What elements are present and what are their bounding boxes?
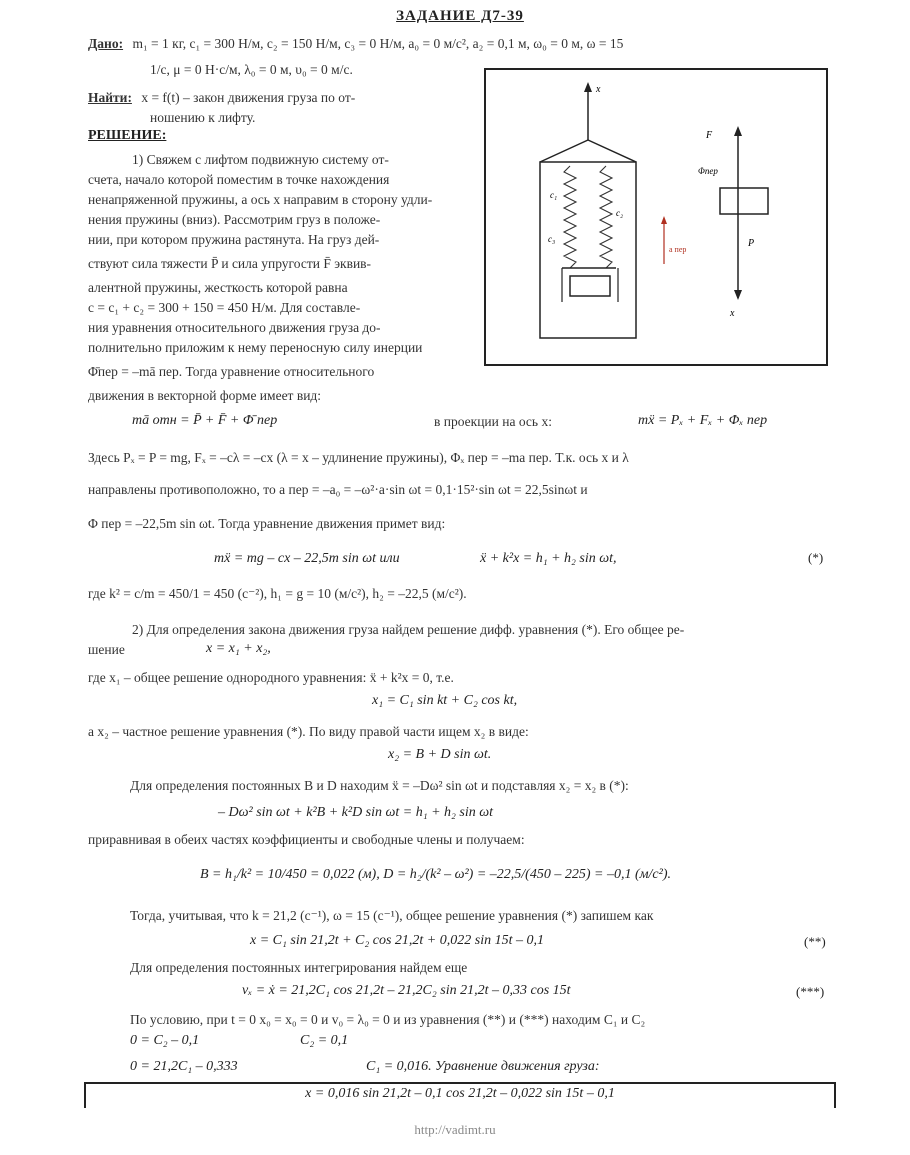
- projection-equation: mẍ = Pₓ + Fₓ + Φₓ пер: [638, 413, 768, 428]
- x1-line: где x₁ – общее решение однородного уравнения: ẍ + k²x = 0, т.е.: [88, 670, 454, 685]
- then-line: Тогда, учитывая, что k = 21,2 (с⁻¹), ω = 15 (с⁻¹), общее решение уравнения (*) запишем как: [130, 908, 654, 923]
- para1-line: нения пружины (вниз). Рассмотрим груз в положе-: [88, 212, 381, 227]
- equation-star-tag: (*): [808, 550, 824, 565]
- para1-line: полнительно приложим к нему переносную силу инерции: [88, 340, 423, 355]
- label-c2: c₂: [616, 208, 624, 218]
- mechanics-figure: [484, 68, 828, 366]
- given-line-2: 1/с, μ = 0 Н·с/м, λ₀ = 0 м, υ₀ = 0 м/с.: [150, 62, 353, 77]
- page-title: ЗАДАНИЕ Д7-39: [396, 8, 524, 24]
- determine-line: Для определения постоянных B и D находим ẍ = –Dω² sin ωt и подставляя x₂ = x₂ в (*):: [130, 778, 629, 793]
- answer-box: [84, 1082, 836, 1108]
- given-text-1: m₁ = 1 кг, c₁ = 300 Н/м, c₂ = 150 Н/м, c₃ = 0 Н/м, a₀ = 0 м/с², a₂ = 0,1 м, ω₀ = 0 м, ω = 15: [132, 36, 624, 51]
- x2-line: а x₂ – частное решение уравнения (*). По виду правой части ищем x₂ в виде:: [88, 724, 529, 739]
- b-d-equation: B = h₁/k² = 10/450 = 0,022 (м), D = h₂/(k² – ω²) = –22,5/(450 – 225) = –0,1 (м/с²).: [200, 867, 672, 882]
- velocity-equation-tag: (***): [796, 984, 825, 999]
- para1-line: ния уравнения относительного движения груза до-: [88, 320, 381, 335]
- equation-star-right: ẍ + k²x = h₁ + h₂ sin ωt,: [480, 551, 617, 566]
- phi-line: Φ пер = –22,5m sin ωt. Тогда уравнение движения примет вид:: [88, 516, 446, 531]
- label-a-per: a пер: [669, 245, 687, 254]
- label-x-top: x: [596, 84, 601, 95]
- equation-star-left: mẍ = mg – cx – 22,5m sin ωt или: [214, 551, 400, 566]
- substitution-equation: – Dω² sin ωt + k²B + k²D sin ωt = h₁ + h₂ sin ωt: [218, 805, 494, 820]
- para1-line: нии, при котором пружина растянута. На груз дей-: [88, 232, 380, 247]
- given-label: Дано:: [88, 36, 124, 51]
- k-line: где k² = c/m = 450/1 = 450 (с⁻²), h₁ = g = 10 (м/с²), h₂ = –22,5 (м/с²).: [88, 586, 467, 601]
- constant-eq-b: C₂ = 0,1: [300, 1033, 349, 1048]
- general-solution-tag: (**): [804, 934, 826, 949]
- para1-line: 1) Свяжем с лифтом подвижную систему от-: [132, 152, 389, 167]
- spring-system-diagram: [486, 70, 826, 364]
- given-line-1: [88, 34, 848, 54]
- general-sum: x = x₁ + x₂,: [206, 641, 271, 656]
- vector-equation: mā отн = P̄ + F̄ + Φ̄ пер: [132, 413, 278, 428]
- para1-line: ствуют сила тяжести P̄ и сила упругости F̄ эквив-: [88, 256, 372, 271]
- general-solution: x = C₁ sin 21,2t + C₂ cos 21,2t + 0,022 sin 15t – 0,1: [250, 933, 544, 948]
- label-c3: c₃: [548, 234, 556, 244]
- find-line-2: ношению к лифту.: [150, 110, 256, 125]
- para1-line: ненапряженной пружины, а ось x направим в сторону удли-: [88, 192, 433, 207]
- footer-link[interactable]: http://vadimt.ru: [414, 1122, 496, 1137]
- para2-line-a: 2) Для определения закона движения груза найдем решение дифф. уравнения (*). Его общее ре-: [132, 622, 685, 637]
- find-label: Найти:: [88, 90, 132, 105]
- label-P: P: [748, 238, 755, 249]
- projection-label: в проекции на ось x:: [434, 414, 552, 429]
- constant-eq-d: C₁ = 0,016. Уравнение движения груза:: [366, 1059, 600, 1074]
- para1-line: движения в векторной форме имеет вид:: [88, 388, 322, 403]
- find-line: [88, 88, 478, 108]
- where-line: Здесь Pₓ = P = mg, Fₓ = –cλ = –cx (λ = x – удлинение пружины), Φₓ пер = –ma пер. Т.к. ось x и λ: [88, 450, 629, 465]
- para1-line: алентной пружины, жесткость которой равна: [88, 280, 348, 295]
- conditions-line: По условию, при t = 0 x₀ = x₀ = 0 и v₀ = λ₀ = 0 и из уравнения (**) и (***) находим C₁ и C₂: [130, 1012, 646, 1027]
- find-text: x = f(t) – закон движения груза по от-: [141, 90, 356, 105]
- answer-equation: x = 0,016 sin 21,2t – 0,1 cos 21,2t – 0,022 sin 15t – 0,1: [305, 1086, 615, 1101]
- para1-line: Φ̄пер = –mā пер. Тогда уравнение относительного: [88, 364, 375, 379]
- direction-line: направлены противоположно, то a пер = –a₀ = –ω²·a·sin ωt = 0,1·15²·sin ωt = 22,5sinωt и: [88, 482, 588, 497]
- velocity-equation: vₓ = ẋ = 21,2C₁ cos 21,2t – 21,2C₂ sin 21,2t – 0,33 cos 15t: [242, 983, 571, 998]
- equate-line: приравнивая в обеих частях коэффициенты и свободные члены и получаем:: [88, 832, 525, 847]
- para1-line: c = c₁ + c₂ = 300 + 150 = 450 Н/м. Для составле-: [88, 300, 361, 315]
- constant-eq-a: 0 = C₂ – 0,1: [130, 1033, 200, 1048]
- para2-line-b: шение: [88, 642, 125, 657]
- constant-eq-c: 0 = 21,2C₁ – 0,333: [130, 1059, 238, 1074]
- label-Phi: Φпер: [698, 166, 718, 176]
- velocity-line: Для определения постоянных интегрирования найдем еще: [130, 960, 468, 975]
- label-F: F: [706, 130, 713, 141]
- solution-heading: РЕШЕНИЕ:: [88, 128, 167, 143]
- x1-equation: x₁ = C₁ sin kt + C₂ cos kt,: [372, 693, 518, 708]
- label-c1: c₁: [550, 190, 558, 200]
- x2-equation: x₂ = B + D sin ωt.: [388, 747, 492, 762]
- para1-line: счета, начало которой поместим в точке нахождения: [88, 172, 390, 187]
- label-x-bottom: x: [730, 308, 735, 319]
